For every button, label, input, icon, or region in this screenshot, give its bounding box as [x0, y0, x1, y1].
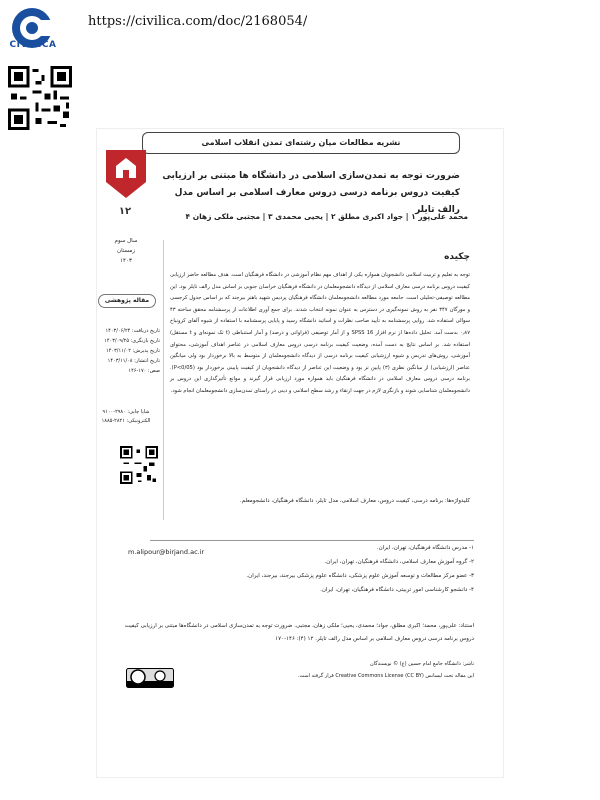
issn-online: الکترونیکی: ۲۸۲۱-۱۸۸۵ [101, 418, 151, 424]
article-authors: محمد علی‌پور ۱ | جواد اکبری مطلق ۲ | یحیی محمدی ۳ | مجتبی ملکی زهان ۴ [185, 212, 468, 221]
year-label: ۱۴۰۳ [120, 258, 132, 264]
article-type-badge: مقاله پژوهشی [98, 294, 156, 308]
issue-number: ۱۲ [118, 206, 132, 217]
publisher-line: ناشر: دانشگاه جامع امام حسین (ع) © نویسندگان [370, 661, 474, 667]
affiliation-item: ۱- مدرس دانشگاه فرهنگیان، تهران، ایران. [376, 545, 474, 551]
qr-code-icon [8, 66, 72, 130]
journal-banner: نشریه مطالعات میان رشته‌ای تمدن انقلاب اسلامی [142, 132, 460, 154]
document-url[interactable]: https://civilica.com/doc/2168054/ [88, 14, 308, 29]
logo-text: CIVILICA [9, 40, 57, 50]
civilica-logo-icon[interactable] [6, 6, 58, 62]
keywords: کلیدواژه‌ها: برنامه درسی، کیفیت دروس، معارف اسلامی، مدل تایلر، دانشگاه فرهنگیان، دانشجومعلم. [239, 498, 470, 504]
volume-label: سال سوم [114, 238, 138, 244]
volume-info [100, 236, 152, 266]
license-line: این مقاله تحت لیسانس (Creative Commons License (CC BY قرار گرفته است. [297, 673, 474, 679]
affiliation-item: ۲- گروه آموزش معارف اسلامی، دانشگاه فرهنگیان، تهران، ایران. [324, 559, 474, 565]
issn-info [96, 408, 156, 426]
article-title: ضرورت توجه به تمدن‌سازی اسلامی در دانشگاه ها مبتنی بر ارزیابی کیفیت دروس برنامه درسی دروس معارف اسلامی بر اساس مدل رالف تایلر [162, 171, 460, 215]
date-accepted: تاریخ پذیرش: ۱۴۰۳/۱۱/۰۲ [106, 348, 160, 354]
affiliation-item: ۴- دانشجو کارشناسی امور تربیتی، دانشگاه فرهنگیان، تهران، ایران. [320, 587, 474, 593]
journal-emblem-icon [104, 148, 148, 200]
date-revised: تاریخ بازنگری: ۱۴۰۳/۰۹/۲۵ [104, 338, 160, 344]
corresponding-email[interactable]: m.alipour@birjand.ac.ir [128, 548, 205, 556]
citation-text: استناد: علی‌پور، محمد؛ اکبری مطلق، جواد؛ محمدی، یحیی؛ ملکی زهان، مجتبی. ضرورت توجه به تمدن‌سازی اسلامی در دانشگاه‌ها مبتنی بر ارزیابی کیفیت دروس برنامه درسی دروس معارف اسلامی بر اساس مدل رالف تایلر. ۱۲ (۴): ۱۴۶-۱۷۰ [124, 623, 474, 642]
article-dates [88, 326, 160, 376]
abstract-heading: چکیده [444, 252, 470, 262]
date-published: تاریخ انتشار: ۱۴۰۳/۱۱/۰۸ [107, 358, 160, 364]
affiliations-list [150, 540, 474, 597]
page-range: صص: ۱۷۰-۱۴۶ [128, 368, 160, 374]
affiliation-item: ۳- عضو مرکز مطالعات و توسعه آموزش علوم پزشکی، دانشگاه علوم پزشکی بیرجند، بیرجند، ایران. [246, 573, 474, 579]
date-received: تاریخ دریافت: ۱۴۰۳/۰۶/۲۴ [105, 328, 160, 334]
abstract-body: توجه به تعلیم و تربیت اسلامی دانشجویان همواره یکی از اهداف مهم نظام آموزشی در دانشگاه فرهنگیان است. هدف مطالعه حاضر ارزیابی کیفیت دروس برنامه درسی معارف اسلامی از دیدگاه دانشجومعلمان در دانشگاه فرهنگیان خراسان جنوبی بر اساس مدل رالف تایلر بود. این مطالعه توصیفی-تحلیلی است. جامعه مورد مطالعه دانشجومعلمان دانشگاه فرهنگیان پردیس شهید باهنر بیرجند که بر اساس جدول کرجسی و مورگان ۳۴۷ نفر به روش نمونه‌گیری در دسترس به عنوان نمونه انتخاب شدند. برای جمع آوری اطلاعات از پرسشنامه محقق ساخته ۴۳ سوالی استفاده شد. روایی پرسشنامه به تأیید صاحب نظرات و اساتید دانشگاه رسید و پایایی پرسشنامه با استفاده از شیوه آلفای کرونباخ ۰٫۸۷ بدست آمد. تحلیل داده‌ها از نرم افزار SPSS 16 و از آمار توصیفی (فراوانی و درصد) و آمار استنباطی (t تک نمونه‌ای و t مستقل) استفاده شد. بر اساس نتایج به دست آمده، وضعیت کیفیت برنامه درسی دروس معارف اسلامی در عناصر اهداف آموزشی، محتوای آموزشی، روش‌های تدریس و شیوه ارزشیابی کیفیت برنامه درسی از دیدگاه دانشجومعلمان از متوسط به بالا برخوردار بود ولی میانگین عناصر (ارزشیابی) از میانگین نظری (۳) پایین تر بود و وضعیت این عناصر از دیدگاه دانشجویان از کیفیت پایینی برخوردار بود (P<0/05). برنامه درسی دروس معارف اسلامی در دانشگاه فرهنگیان باید همواره مورد ارزیابی قرار گیرند و موانع تأثیرگذاری این دروس بر دانشجومعلمان شناسایی شوند و بازنگری لازم در جهت ارتقاء و رشد سطح اسلامی و دینی در راستای تمدن‌سازی دانشجومعلمان انجام شود. [170, 272, 470, 394]
season-label: زمستان [117, 248, 135, 254]
article-qr-code-icon [120, 446, 158, 484]
creative-commons-icon[interactable] [126, 668, 174, 688]
issn-print: شاپا چاپی: ۲۹۸۰-۹۱۰۰ [102, 409, 150, 415]
